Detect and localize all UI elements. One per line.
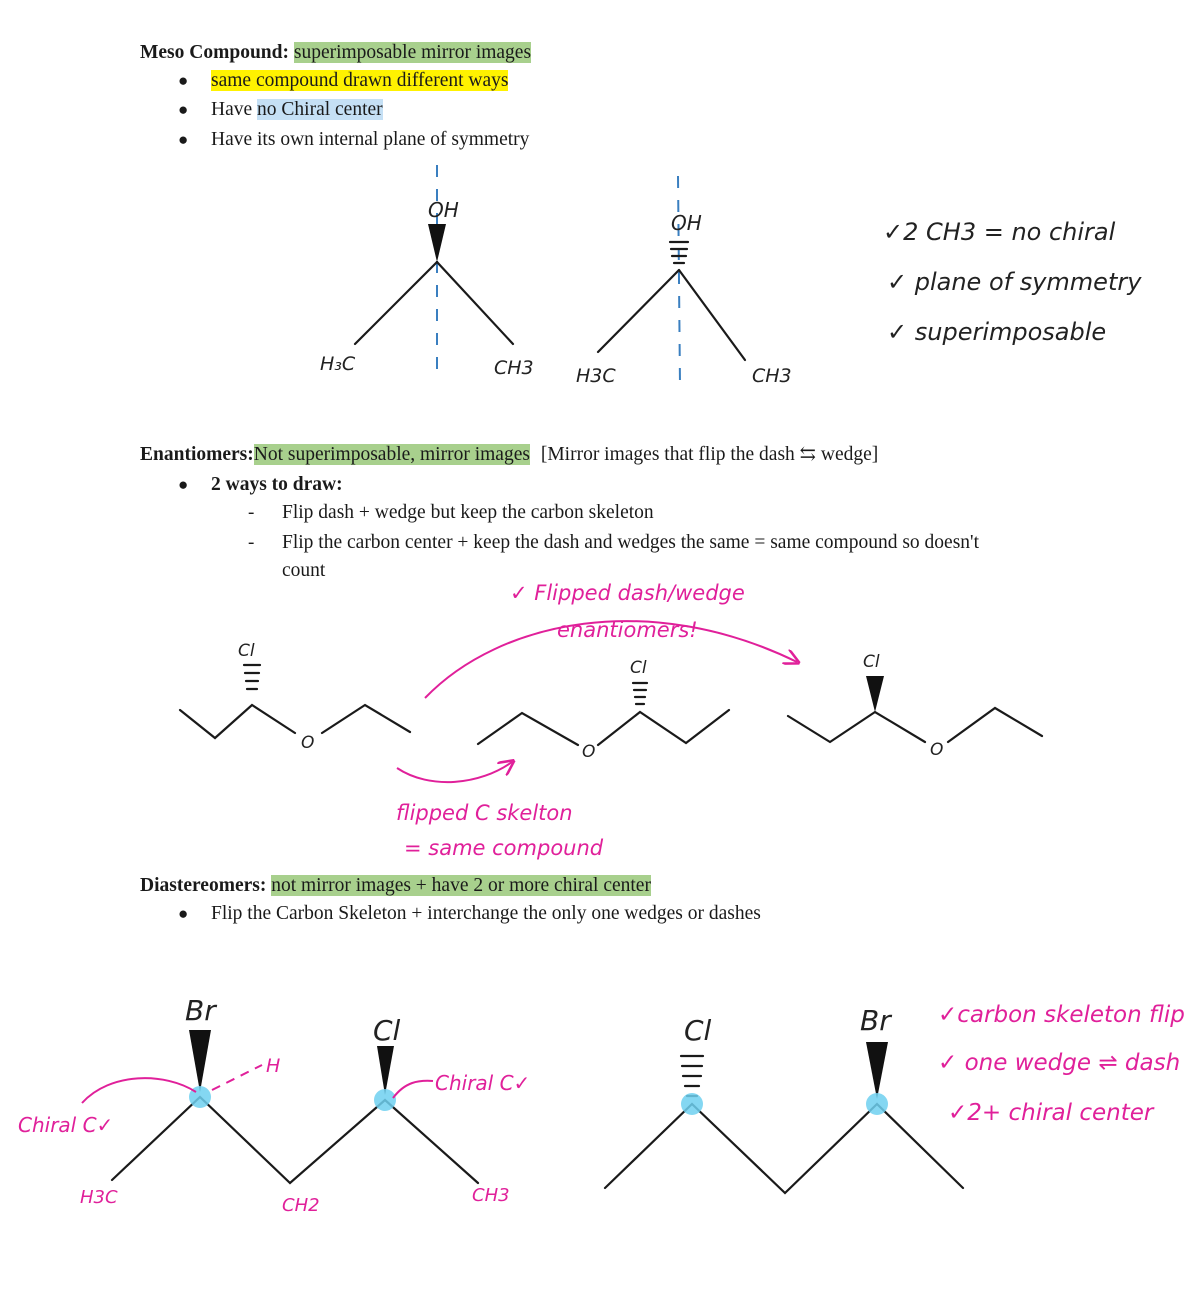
dash-bullet: - — [248, 502, 255, 523]
diastereomer-molecule-1 — [18, 994, 530, 1216]
ch3-label: CH3 — [472, 1185, 510, 1206]
wedge-bond — [189, 1030, 211, 1092]
meso-note-3: ✓ superimposable — [887, 318, 1107, 346]
meso-heading: Meso Compound: — [140, 42, 289, 63]
enantiomers-heading: Enantiomers: — [140, 444, 254, 465]
cl-label: Cl — [238, 641, 255, 661]
meso-molecule-2 — [576, 176, 792, 387]
meso-bullet-1-text: same compound drawn different ways — [211, 70, 509, 91]
diastereomers-heading: Diastereomers: — [140, 875, 267, 896]
bond — [598, 710, 729, 745]
bullet-dot: ● — [178, 130, 189, 149]
o-label: O — [930, 740, 944, 760]
diastereomer-molecule-2 — [605, 1004, 963, 1193]
bond — [598, 270, 679, 352]
enantiomer-molecule-3 — [788, 652, 1042, 760]
h-label: H — [266, 1055, 281, 1077]
oh-label: OH — [428, 198, 459, 222]
dash-bond — [633, 683, 647, 704]
ch3-label: CH3 — [494, 357, 534, 379]
cl-label: Cl — [863, 652, 880, 672]
cl-label: Cl — [684, 1014, 712, 1047]
flipped-c-label-1: flipped C skelton — [396, 801, 573, 825]
bond — [478, 713, 578, 745]
bullet-dot: ● — [178, 71, 189, 90]
bond — [948, 708, 1042, 742]
h3c-label: H3C — [80, 1187, 118, 1208]
meso-note-2: ✓ plane of symmetry — [887, 268, 1142, 296]
enantiomer-molecule-2 — [478, 658, 729, 762]
wedge-bond — [866, 676, 884, 712]
diastereomers-bullet-1: Flip the Carbon Skeleton + interchange the only one wedges or dashes — [211, 903, 761, 924]
bond — [788, 712, 925, 742]
symmetry-plane-line — [678, 176, 680, 385]
enantiomer-molecule-1 — [180, 641, 410, 753]
chiral-center-marker — [681, 1093, 703, 1115]
h3c-label: H3C — [576, 365, 616, 387]
bond — [605, 1104, 963, 1193]
wedge-bond — [428, 224, 446, 262]
br-label: Br — [185, 994, 216, 1027]
bond — [180, 705, 295, 738]
oh-label: OH — [671, 211, 702, 235]
dash-bond — [681, 1056, 703, 1096]
dash-bond — [244, 665, 260, 689]
chiral-pointer-right — [393, 1081, 433, 1098]
o-label: O — [582, 742, 596, 762]
bond — [355, 262, 437, 344]
diastereomer-note-1: ✓carbon skeleton flip — [938, 1002, 1185, 1028]
h3c-label: H₃C — [320, 353, 356, 375]
wedge-bond — [377, 1046, 394, 1095]
cl-label: Cl — [630, 658, 647, 678]
bond — [112, 1097, 478, 1183]
chiral-pointer-left — [82, 1078, 196, 1103]
meso-bullet-2-highlight: no Chiral center — [257, 99, 383, 120]
o-label: O — [301, 733, 315, 753]
enantiomers-way-2-cont: count — [282, 560, 326, 581]
bullet-dot: ● — [178, 475, 189, 494]
dash-bullet: - — [248, 532, 255, 553]
diastereomers-highlight: not mirror images + have 2 or more chiral center — [271, 875, 651, 896]
enantiomers-subheading: 2 ways to draw: — [211, 474, 343, 495]
cl-label: Cl — [373, 1014, 401, 1047]
enantiomers-highlight: Not superimposable, mirror images — [253, 444, 530, 465]
chiral-label-left: Chiral C✓ — [18, 1113, 114, 1137]
flip-skeleton-arrow — [397, 762, 512, 782]
flipped-dash-label-1: ✓ Flipped dash/wedge — [510, 581, 745, 605]
br-label: Br — [860, 1004, 891, 1037]
bullet-dot: ● — [178, 904, 189, 923]
chiral-label-right: Chiral C✓ — [435, 1071, 531, 1095]
wedge-bond — [866, 1042, 888, 1099]
meso-bullet-2-prefix: Have — [211, 99, 258, 120]
bond — [322, 705, 410, 733]
bond — [437, 262, 513, 344]
meso-highlight: superimposable mirror images — [293, 42, 532, 63]
enantiomers-bracket: [Mirror images that flip the dash ⇆ wedge] — [540, 444, 879, 465]
enantiomers-way-1: Flip dash + wedge but keep the carbon skeleton — [282, 502, 654, 523]
ch2-label: CH2 — [282, 1195, 320, 1216]
enantiomers-way-2: Flip the carbon center + keep the dash and wedges the same = same compound so doesn't — [282, 532, 979, 553]
dashed-h-bond — [212, 1065, 262, 1090]
bond — [679, 270, 745, 360]
meso-molecule-1 — [320, 165, 534, 380]
diastereomer-note-3: ✓2+ chiral center — [948, 1100, 1154, 1126]
ch3-label: CH3 — [752, 365, 792, 387]
meso-bullet-3-text: Have its own internal plane of symmetry — [211, 129, 530, 150]
flipped-c-label-2: = same compound — [404, 836, 604, 860]
flipped-dash-label-2: enantiomers! — [557, 618, 698, 642]
diastereomer-note-2: ✓ one wedge ⇌ dash — [938, 1050, 1181, 1076]
chiral-center-marker — [866, 1093, 888, 1115]
bullet-dot: ● — [178, 100, 189, 119]
meso-note-1: ✓2 CH3 = no chiral — [883, 218, 1116, 246]
chiral-center-marker — [374, 1089, 396, 1111]
